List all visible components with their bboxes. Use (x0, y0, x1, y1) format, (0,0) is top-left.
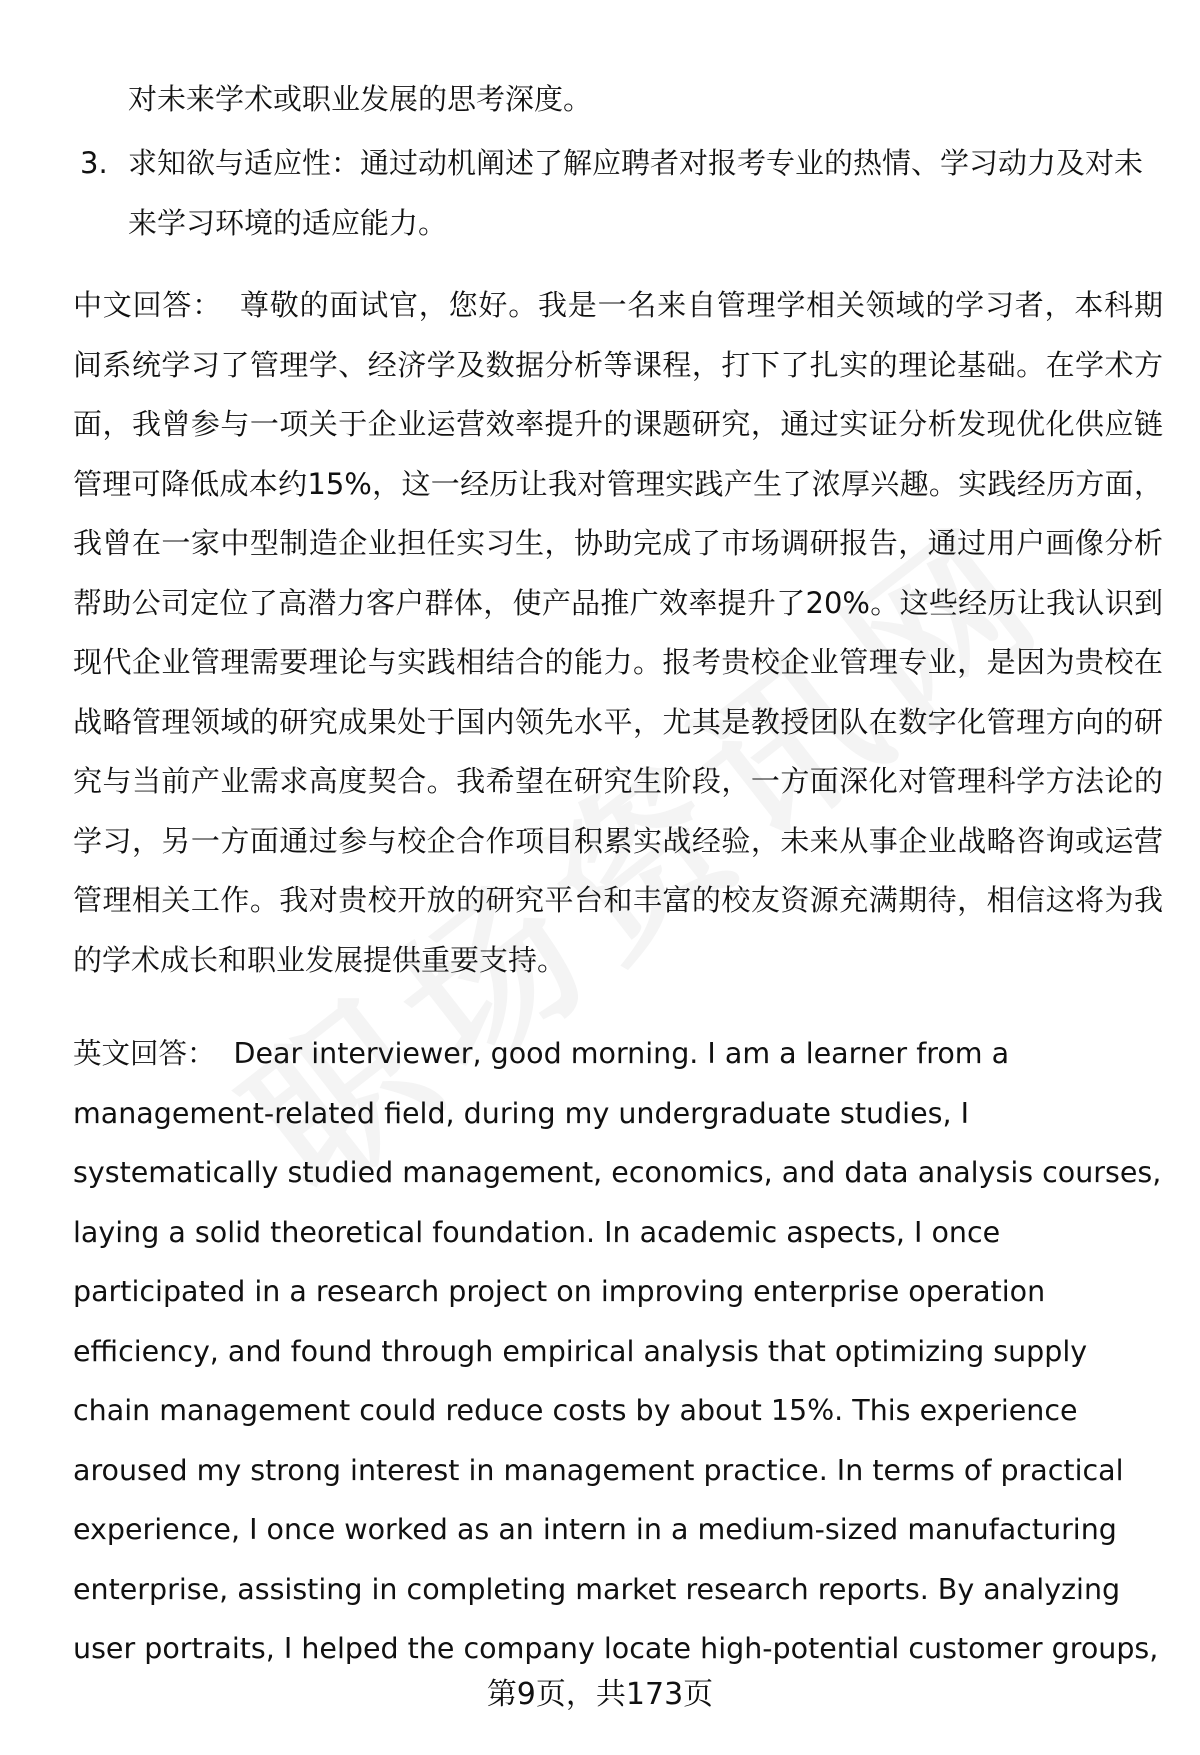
english-answer-line: aroused my strong interest in management practice. In terms of practical (73, 1453, 1124, 1487)
english-answer-line: management-related field, during my undergraduate studies, I (73, 1096, 969, 1130)
english-answer-line (73, 1024, 1173, 1084)
chinese-answer-paragraph (73, 276, 1163, 990)
english-answer-line: efficiency, and found through empirical analysis that optimizing supply (73, 1334, 1088, 1368)
english-answer-line: enterprise, assisting in completing market research reports. By analyzing (73, 1572, 1121, 1606)
english-answer-line: user portraits, I helped the company locate high-potential customer groups, (73, 1632, 1159, 1665)
english-answer-line: laying a solid theoretical foundation. In academic aspects, I once (73, 1215, 1001, 1249)
list-item-2-continuation: 对未来学术或职业发展的思考深度。 (128, 82, 593, 116)
english-answer-paragraph (73, 1024, 1173, 1679)
english-answer-line: systematically studied management, economics, and data analysis courses, (73, 1156, 1162, 1189)
english-answer-line: chain management could reduce costs by about 15%. This experience (73, 1394, 1078, 1427)
english-answer-text: Dear interviewer, good morning. I am a learner from a (233, 1037, 1010, 1070)
english-answer-line: experience, I once worked as an intern in a medium-sized manufacturing (73, 1513, 1117, 1546)
english-answer-label: 英文回答： (73, 1037, 216, 1070)
english-answer-line: participated in a research project on improving enterprise operation (73, 1275, 1046, 1308)
page-number-footer: 第9页，共173页 (486, 1677, 714, 1712)
chinese-answer-text: 尊敬的面试官，您好。我是一名来自管理学相关领域的学习者，本科期间系统学习了管理学、经济学及数据分析等课程，打下了扎实的理论基础。在学术方面，我曾参与一项关于企业运营效率提升的课题研究，通过实证分析发现优化供应链管理可降低成本约15%，这一经历让我对管理实践产生了浓厚兴趣。实践经历方面，我曾在一家中型制造企业担任实习生，协助完成了市场调研报告，通过用户画像分析帮助公司定位了高潜力客户群体，使产品推广效率提升了20%。这些经历让我认识到现代企业管理需要理论与实践相结合的能力。报考贵校企业管理专业，是因为贵校在战略管理领域的研究成果处于国内领先水平，尤其是教授团队在数字化管理方向的研究与当前产业需求高度契合。我希望在研究生阶段，一方面深化对管理科学方法论的学习，另一方面通过参与校企合作项目积累实战经验，未来从事企业战略咨询或运营管理相关工作。我对贵校开放的研究平台和丰富的校友资源充满期待，相信这将为我的学术成长和职业发展提供重要支持。 (73, 288, 1163, 977)
list-item-3 (80, 134, 1165, 253)
list-item-number: 3. (80, 146, 108, 180)
chinese-answer-label: 中文回答： (73, 288, 222, 322)
list-item-text: 求知欲与适应性：通过动机阐述了解应聘者对报考专业的热情、学习动力及对未来学习环境的适应能力。 (128, 146, 1144, 240)
